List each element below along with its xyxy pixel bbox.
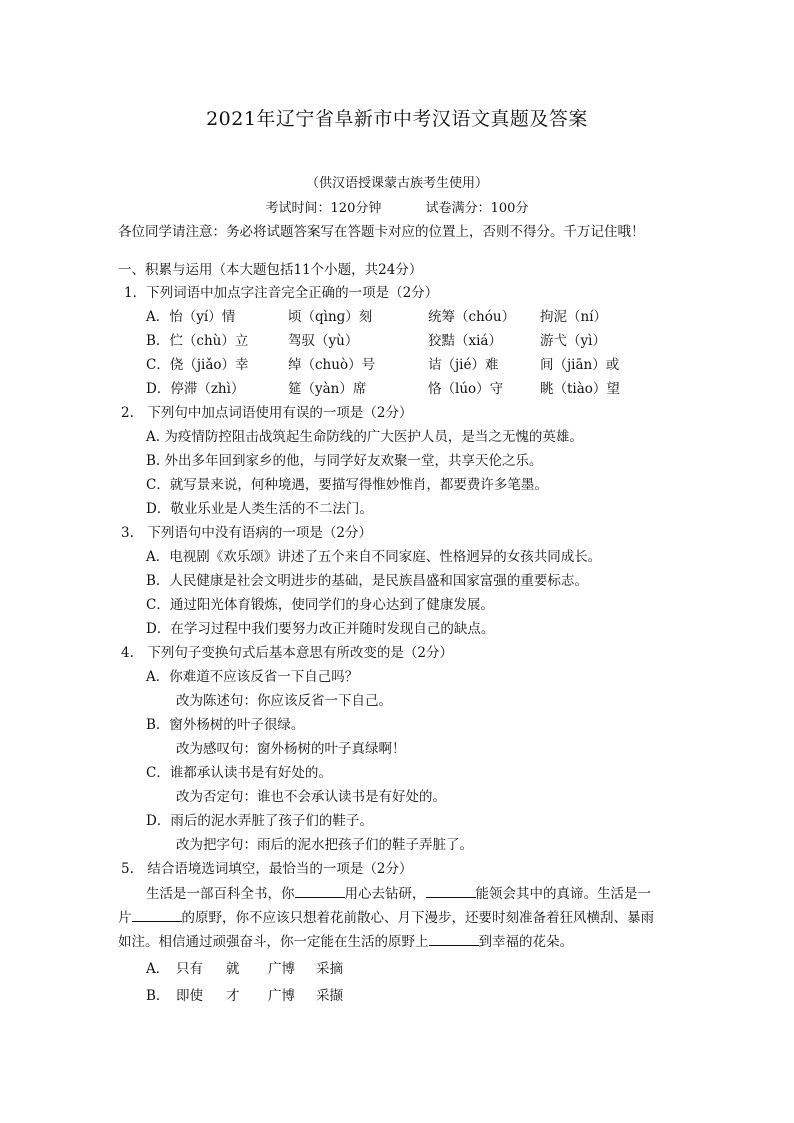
- q1-b-2: 驾驭（yù）: [288, 333, 359, 349]
- q1-d-2: 筵（yàn）席: [288, 381, 367, 397]
- q1-c-1: C．侥（jiǎo）幸: [146, 357, 249, 373]
- q1-b-4: 游弋（yì）: [540, 333, 606, 349]
- answer-blank-3: [132, 909, 182, 922]
- question-3-stem: 3. 下列语句中没有语病的一项是（2分）: [121, 525, 372, 541]
- question-2-stem: 2. 下列句中加点词语使用有误的一项是（2分）: [121, 405, 413, 421]
- exam-info: [0, 197, 794, 216]
- q1-a-4: 拘泥（ní）: [540, 309, 608, 325]
- q5-b-word-1: 即使: [176, 988, 203, 1004]
- q5-passage-line-2: [118, 908, 654, 928]
- q1-b-1: B．伫（chù）立: [146, 333, 249, 349]
- q1-c-2: 绰（chuò）号: [288, 357, 376, 373]
- q1-a-3: 统筹（chóu）: [428, 309, 516, 325]
- q3-option-b: B．人民健康是社会文明进步的基础，是民族昌盛和国家富强的重要标志。: [146, 573, 588, 589]
- notice: 各位同学请注意：务必将试题答案写在答题卡对应的位置上，否则不得分。千万记住哦！: [118, 224, 645, 240]
- exam-time: 考试时间：120分钟: [265, 201, 382, 216]
- q1-c-3: 诘（jié）难: [428, 357, 499, 373]
- q2-option-a: A. 为疫情防控阻击战筑起生命防线的广大医护人员，是当之无愧的英雄。: [146, 429, 583, 445]
- q5-a-word-3: 广博: [268, 961, 295, 977]
- q1-c-4: 间（jiān）或: [540, 357, 620, 373]
- q1-a-2: 顷（qìnɡ）刻: [288, 309, 373, 325]
- full-score: 试卷满分：100分: [425, 201, 529, 216]
- q5-text-3b: 到幸福的花朵。: [478, 934, 573, 950]
- q5-b-word-4: 采撷: [316, 988, 343, 1004]
- document-title: 2021年辽宁省阜新市中考汉语文真题及答案: [206, 108, 588, 130]
- q5-text-1b: 用心去钻研，: [344, 886, 426, 902]
- q3-option-a: A．电视剧《欢乐颂》讲述了五个来自不同家庭、性格迥异的女孩共同成长。: [146, 549, 602, 565]
- question-5-stem: 5. 结合语境选词填空，最恰当的一项是（2分）: [121, 861, 413, 877]
- q5-b-word-3: 广博: [268, 988, 295, 1004]
- answer-blank-1: [295, 885, 345, 898]
- q1-d-3: 恪（lúo）守: [428, 381, 504, 397]
- q4-c-original: C．谁都承认读书是有好处的。: [146, 765, 332, 781]
- section-heading: 一、积累与运用（本大题包括11个小题，共24分）: [118, 262, 423, 278]
- q3-option-c: C．通过阳光体育锻炼，使同学们的身心达到了健康发展。: [146, 597, 494, 613]
- q5-a-word-4: 采摘: [316, 961, 343, 977]
- q5-b-word-2: 才: [226, 988, 240, 1004]
- q5-passage-line-1: [146, 884, 651, 904]
- q1-d-1: D．停滞（zhì）: [146, 381, 245, 397]
- q2-option-c: C．就写景来说，何种境遇，要描写得惟妙惟肖，都要费许多笔墨。: [146, 477, 548, 493]
- answer-blank-4: [429, 933, 479, 946]
- q1-a-1: A．怡（yí）情: [146, 309, 236, 325]
- q5-a-label: A．: [146, 961, 170, 977]
- question-4-stem: 4. 下列句子变换句式后基本意思有所改变的是（2分）: [121, 645, 453, 661]
- q5-passage-line-3: [118, 932, 573, 952]
- q4-b-changed: 改为感叹句：窗外杨树的叶子真绿啊！: [176, 741, 406, 757]
- q5-b-label: B．: [146, 988, 170, 1004]
- q4-d-changed: 改为把字句：雨后的泥水把孩子们的鞋子弄脏了。: [176, 837, 473, 853]
- q5-text-2b: 的原野，你不应该只想着花前散心、月下漫步，还要时刻准备着狂风横刮、暴雨: [181, 910, 654, 926]
- q5-text-1a: 生活是一部百科全书，你: [146, 886, 295, 902]
- subtitle: （供汉语授课蒙古族考生使用）: [305, 176, 488, 191]
- q4-c-changed: 改为否定句：谁也不会承认读书是有好处的。: [176, 789, 446, 805]
- question-1-stem: 1．下列词语中加点字注音完全正确的一项是（2分）: [124, 285, 439, 301]
- q1-d-4: 眺（tiào）望: [540, 381, 620, 397]
- q5-text-2a: 片: [118, 910, 132, 926]
- q5-a-word-1: 只有: [176, 961, 203, 977]
- q3-option-d: D．在学习过程中我们要努力改正并随时发现自己的缺点。: [146, 621, 495, 637]
- q5-text-3a: 如注。相信通过顽强奋斗，你一定能在生活的原野上: [118, 934, 429, 950]
- q1-b-3: 狡黠（xiá）: [428, 333, 502, 349]
- q4-a-original: A．你难道不应该反省一下自己吗？: [146, 669, 359, 685]
- q5-a-word-2: 就: [226, 961, 240, 977]
- q4-d-original: D．雨后的泥水弄脏了孩子们的鞋子。: [146, 813, 373, 829]
- q2-option-d: D．敬业乐业是人类生活的不二法门。: [146, 501, 373, 517]
- q4-a-changed: 改为陈述句：你应该反省一下自己。: [176, 693, 392, 709]
- q2-option-b: B. 外出多年回到家乡的他，与同学好友欢聚一堂，共享天伦之乐。: [146, 453, 543, 469]
- answer-blank-2: [426, 885, 476, 898]
- q4-b-original: B．窗外杨树的叶子很绿。: [146, 717, 305, 733]
- q5-text-1c: 能领会其中的真谛。生活是一: [475, 886, 651, 902]
